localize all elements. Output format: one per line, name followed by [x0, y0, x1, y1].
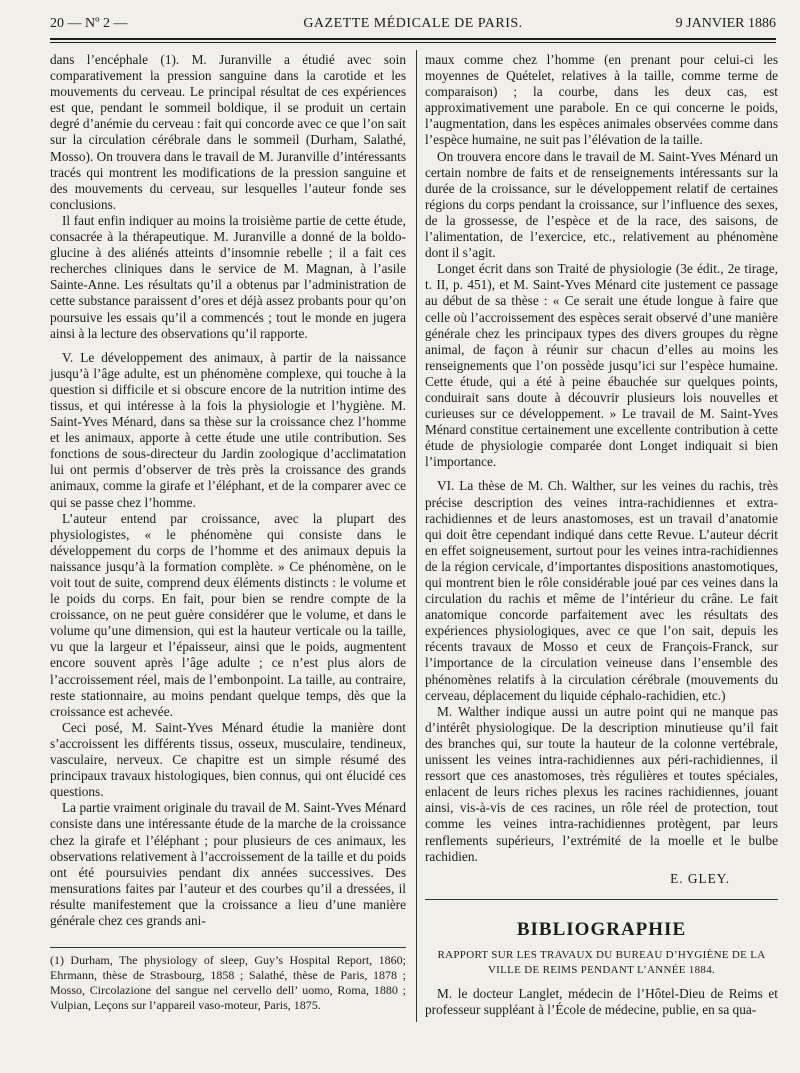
paragraph: dans l’encéphale (1). M. Juranville a étudié avec soin comparativement la pression sanguine dans la carotide et les mouvements du cerveau. Le principal résultat de ces expériences est que, pendant le sommeil boldique, il se produit un certain degré d’anémie du cerveau : fait qui concorde avec ce que l’on sait sur la circulation cérébrale dans le sommeil (Durham, Salathé, Mosso). On trouvera dans le travail de M. Juranville d’intéressants tracés qui montrent les modifications de la pression sanguine et des mouvements du cerveau, sur lesquelles l’auteur fonde ses conclusions. [50, 52, 406, 212]
paragraph: On trouvera encore dans le travail de M. Saint-Yves Ménard un certain nombre de faits et de renseignements intéressants sur la durée de la croissance, sur le développement relatif de certaines régions du corps pendant la croissance, sur l’influence des sexes, de la grossesse, de l’espèce et de la race, des saisons, de l’alimentation, de l’exercice, etc., relativement au phénomène dont il s’agit. [425, 148, 778, 261]
paragraph: Il faut enfin indiquer au moins la troisième partie de cette étude, consacrée à la thérapeutique. M. Juranville a donné de la boldo-glucine à des aliénés atteints d’insomnie rebelle ; il a fait ces recherches cliniques dans le service de M. Magnan, à l’asile Sainte-Anne. Les résultats qu’il a obtenus par l’administration de cette substance paraissent d’ores et déjà assez probants pour qu’on poursuive les essais qu’il a commencés ; tout le monde en jugera ainsi à la lecture des observations qu’il rapporte. [50, 212, 406, 341]
paragraph: V. Le développement des animaux, à partir de la naissance jusqu’à l’âge adulte, est un phénomène complexe, qui touche à la question si difficile et si obscure encore de la nutrition intime des tissus, et qui intéresse à la fois la physiologie et l’hygiène. M. Saint-Yves Ménard, dans sa thèse sur la croissance chez l’homme et les animaux, apporte à cette étude une utile contribution. Ses fonctions de sous-directeur du Jardin zoologique d’acclimatation lui ont permis d’observer de très près la croissance des grands animaux, comme la girafe et l’éléphant, et de la comparer avec ce qui se passe chez l’homme. [50, 349, 406, 510]
footnote: (1) Durham, The physiology of sleep, Guy’s Hospital Report, 1860; Ehrmann, thèse de Strasbourg, 1858 ; Salathé, thèse de Paris, 1878 ; Mosso, Circolazione del sangue nel cervello dell’ uomo, Roma, 1880 ; Vulpian, Leçons sur l’appareil vaso-moteur, Paris, 1875. [50, 953, 406, 1012]
paragraph: L’auteur entend par croissance, avec la plupart des physiologistes, « le phénomène qui consiste dans le développement du corps de l’homme et des animaux depuis la naissance jusqu’à la formation complète. » Ce phénomène, on le voit tout de suite, comprend deux éléments distincts : le volume et le poids du corps. En fait, pour bien se rendre compte de la croissance, on ne peut guère considérer que le volume, et dans le volume qu’une dimension, qui est la hauteur verticale ou la taille, vu que la largeur et l’épaisseur, ainsi que le poids, augmentent encore souvent après l’âge adulte ; ce n’est plus alors de l’accroissement réel, mais de l’embonpoint. La taille, au contraire, reste stationnaire, au moins pendant quelque temps, dès que la croissance est achevée. [50, 510, 406, 719]
section-rule [425, 899, 778, 900]
column-divider [416, 50, 417, 1022]
right-column [425, 52, 778, 1018]
issue-date: 9 JANVIER 1886 [675, 16, 776, 31]
page-header [50, 14, 776, 36]
bibliography-title: BIBLIOGRAPHIE [516, 918, 687, 940]
paragraph: M. le docteur Langlet, médecin de l’Hôtel-Dieu de Reims et professeur suppléant à l’École de médecine, publie, en sa qua- [425, 985, 778, 1017]
paragraph: Longet écrit dans son Traité de physiologie (3e édit., 2e tirage, t. II, p. 451), et M. Saint-Yves Ménard cite justement ce passage au début de sa thèse : « Ce serait une étude longue à faire que celle où l’accroissement des espèces serait observé d’une manière générale chez les principaux types des divers groupes du règne animal, de façon à réunir sur chacun d’elles au moins les renseignements que l’on possède jusqu’ici sur l’espèce humaine. Cette étude, qui a été à peine ébauchée sur quelques points, conduirait sans doute à découvrir plusieurs lois nouvelles et curieuses sur ce développement. » Le travail de M. Saint-Yves Ménard constitue certainement une excellente contribution à cette étude de physiologie comparée dont Longet indiquait si bien l’importance. [425, 261, 778, 470]
footnote-rule [50, 947, 406, 948]
header-rule-thin [50, 42, 776, 43]
paragraph: VI. La thèse de M. Ch. Walther, sur les veines du rachis, très précise description des veines intra-rachidiennes et extra-rachidiennes et de leurs anastomoses, est un travail d’anatomie qui doit être cependant indiqué dans cette Revue. L’auteur décrit en effet soigneusement, surtout pour les veines intra-rachidiennes de la région cervicale, d’importantes dispositions anastomotiques, qui montrent bien le rôle considérable joué par ces veines dans la circulation du rachis et même de l’intérieur du crâne. Le fait anatomique concorde parfaitement avec les résultats des expériences physiologiques, avec ce que l’on sait, depuis les récents travaux de Mosso et ceux de François-Franck, sur l’importance de la circulation veineuse dans l’ensemble des phénomènes relatifs à la circulation cérébrale (mouvements du cerveau, déplacement du liquide céphalo-rachidien, etc.) [425, 478, 778, 703]
paragraph: M. Walther indique aussi un autre point qui ne manque pas d’intérêt physiologique. De la description minutieuse qu’il fait des branches qui, sur toute la hauteur de la colonne vertébrale, unissent les veines intra-rachidiennes aux péri-rachidiennes, il ressort que ces anastomoses, très régulières et toutes spéciales, enlacent de leurs riches plexus les racines rachidiennes, jouant ainsi, vis-à-vis de ces racines, un rôle réel de protection, tout comme les veines intra-rachidiennes protègent, par leurs renflements supérieurs, l’extrémité de la moelle et le bulbe rachidien. [425, 703, 778, 864]
page-number: 20 — Nº 2 — [50, 16, 128, 31]
signature: E. GLEY. [670, 870, 730, 886]
journal-title: GAZETTE MÉDICALE DE PARIS. [303, 16, 523, 31]
header-rule [50, 38, 776, 40]
paragraph: La partie vraiment originale du travail de M. Saint-Yves Ménard consiste dans une intéressante étude de la marche de la croissance chez la girafe et l’éléphant ; pour plusieurs de ces animaux, les observations relativement à l’accroissement de la taille et du poids ont été poursuivies pendant dix années successives. Des mensurations faites par l’auteur et des courbes qu’il a dressées, il résulte manifestement que la croissance a lieu d’une manière générale chez ces grands ani- [50, 800, 406, 928]
bibliography-subtitle: RAPPORT SUR LES TRAVAUX DU BUREAU D’HYGIÈNE DE LA VILLE DE REIMS PENDANT L’ANNÉE 1884. [437, 948, 766, 976]
paragraph: Ceci posé, M. Saint-Yves Ménard étudie la manière dont s’accroissent les différents tissus, osseux, musculaire, tendineux, vasculaire, nerveux. Ce chapitre est un simple résumé des principaux travaux histologiques, bien connus, qui ont élucidé ces questions. [50, 719, 406, 800]
paragraph: maux comme chez l’homme (en prenant pour celui-ci les moyennes de Quételet, relatives à la taille, comme terme de comparaison) ; la courbe, dans les deux cas, est approximativement une parabole. En ce qui concerne le poids, l’augmentation, dans les espèces animales observées comme dans l’espèce humaine, ne suit pas l’élévation de la taille. [425, 52, 778, 148]
left-column [50, 52, 406, 929]
